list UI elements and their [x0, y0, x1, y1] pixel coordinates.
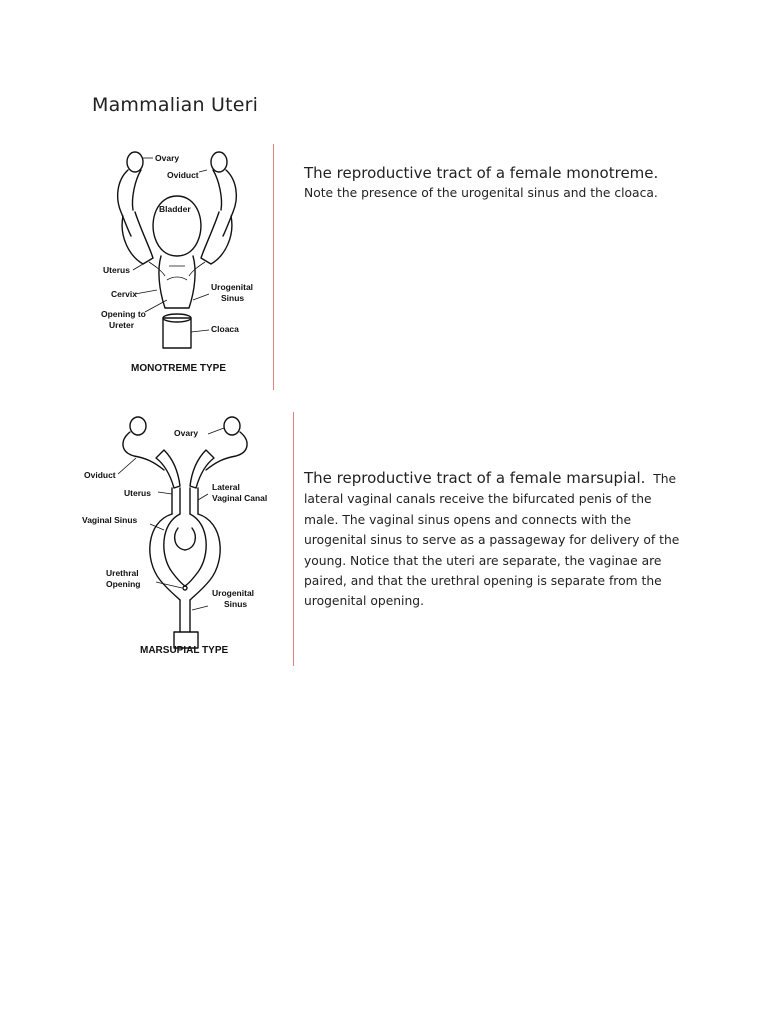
opening-label-2: Ureter [109, 320, 135, 330]
uterus-label-marsupial: Uterus [124, 488, 151, 498]
ovary-label-marsupial: Ovary [174, 428, 199, 438]
lateral-label-2: Vaginal Canal [212, 493, 268, 503]
urogenital-label-marsupial-2: Sinus [224, 599, 248, 609]
ovary-label: Ovary [155, 153, 180, 163]
bladder-label: Bladder [159, 204, 191, 214]
monotreme-diagram [95, 140, 270, 380]
page-title: Mammalian Uteri [92, 94, 259, 116]
monotreme-heading: The reproductive tract of a female monotreme. [304, 164, 659, 182]
urogenital-label-marsupial-1: Urogenital [212, 588, 255, 598]
marsupial-divider [293, 412, 294, 666]
oviduct-label-marsupial: Oviduct [84, 470, 116, 480]
urethral-label-2: Opening [106, 579, 141, 589]
cervix-label: Cervix [111, 289, 137, 299]
urogenital-label-2: Sinus [221, 293, 245, 303]
urogenital-label-1: Urogenital [211, 282, 254, 292]
uterus-label: Uterus [103, 265, 130, 275]
opening-label-1: Opening to [101, 309, 146, 319]
vaginal-sinus-label: Vaginal Sinus [82, 515, 138, 525]
urethral-label-1: Urethral [106, 568, 139, 578]
monotreme-description [304, 163, 704, 203]
marsupial-body: The lateral vaginal canals receive the bifurcated penis of the male. The vaginal sinus opens and connects with the urogenital sinus to serve as a passageway for delivery of the young. Notice that the uteri are separate, the vaginae are paired, and that the urethral opening is separate from the urogenital opening. [304, 472, 680, 609]
marsupial-paragraph [304, 468, 689, 612]
cloaca-label: Cloaca [211, 324, 239, 334]
marsupial-diagram [80, 410, 290, 670]
monotreme-divider [273, 144, 274, 390]
oviduct-label: Oviduct [167, 170, 199, 180]
lateral-label-1: Lateral [212, 482, 240, 492]
marsupial-description [304, 468, 689, 612]
marsupial-heading: The reproductive tract of a female marsupial. [304, 469, 646, 487]
monotreme-body: Note the presence of the urogenital sinus and the cloaca. [304, 186, 658, 200]
marsupial-caption: MARSUPIAL TYPE [140, 645, 229, 656]
monotreme-caption: MONOTREME TYPE [131, 363, 227, 374]
